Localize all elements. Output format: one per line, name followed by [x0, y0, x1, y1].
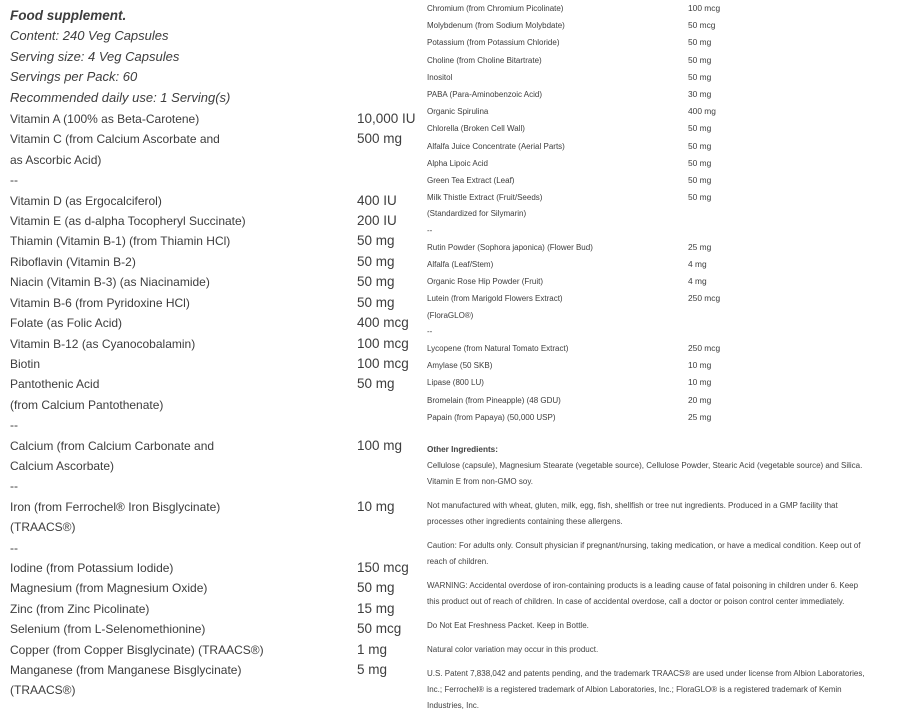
note-line: this product out of reach of children. In case of accidental overdose, call a doctor or poison control center immediately. — [427, 597, 845, 607]
ingredient-row — [427, 374, 900, 391]
separator-row — [427, 324, 900, 340]
ingredient-name — [427, 104, 688, 120]
ingredient-name — [427, 87, 688, 103]
ingredient-name-line: Lutein (from Marigold Flowers Extract) — [427, 294, 563, 304]
ingredient-name — [10, 293, 357, 313]
ingredient-name-line: Lycopene (from Natural Tomato Extract) — [427, 344, 569, 354]
separator-dashes — [10, 476, 357, 496]
ingredient-amount: 50 mg — [688, 71, 712, 82]
ingredient-amount: 50 mcg — [357, 621, 402, 637]
ingredient-name-line: -- — [427, 225, 433, 235]
ingredient-amount: 50 mg — [357, 376, 395, 392]
ingredient-name — [10, 211, 357, 231]
ingredient-name — [10, 354, 357, 374]
ingredient-amount: 50 mg — [357, 580, 395, 596]
separator-row — [10, 415, 428, 435]
ingredient-name — [10, 191, 357, 211]
ingredient-row — [10, 599, 428, 619]
ingredient-name-line: Bromelain (from Pineapple) (48 GDU) — [427, 395, 561, 405]
ingredient-row — [10, 619, 428, 639]
ingredient-name-line: Molybdenum (from Sodium Molybdate) — [427, 21, 565, 31]
ingredient-name-line: -- — [427, 326, 433, 336]
separator-row — [10, 476, 428, 496]
note-paragraph — [427, 458, 900, 490]
ingredient-amount: 50 mg — [688, 192, 712, 203]
note-line: processes other ingredients containing these allergens. — [427, 517, 623, 527]
ingredient-name-line: (from Calcium Pantothenate) — [10, 397, 164, 412]
ingredient-row — [427, 273, 900, 290]
ingredient-name-line: Vitamin B-12 (as Cyanocobalamin) — [10, 336, 196, 351]
ingredient-name — [10, 619, 357, 639]
separator-row — [10, 538, 428, 558]
ingredient-name-line: Iodine (from Potassium Iodide) — [10, 560, 174, 575]
ingredient-amount: 50 mg — [688, 175, 712, 186]
note-line: Inc.; Ferrochel® is a registered trademark of Albion Laboratories, Inc.; FloraGLO® is a registered trademark of Kemin — [427, 685, 842, 695]
ingredient-amount: 100 mg — [357, 437, 403, 453]
separator-row — [10, 170, 428, 190]
ingredient-amount: 4 mg — [688, 259, 707, 270]
ingredient-row — [427, 34, 900, 51]
ingredient-row — [10, 497, 428, 538]
ingredient-name-line: -- — [10, 540, 18, 555]
ingredient-row — [10, 640, 428, 660]
note-paragraph — [427, 538, 900, 570]
ingredient-row — [10, 272, 428, 292]
note-paragraph — [427, 498, 900, 530]
ingredient-name-line: (FloraGLO®) — [427, 310, 474, 320]
note-paragraph — [427, 578, 900, 610]
ingredient-name — [427, 341, 688, 357]
note-line: Vitamin E from non-GMO soy. — [427, 477, 533, 487]
ingredient-name-line: Copper (from Copper Bisglycinate) (TRAACS®) — [10, 642, 264, 657]
ingredient-name — [10, 599, 357, 619]
ingredient-name-line: Vitamin C (from Calcium Ascorbate and — [10, 132, 220, 147]
separator-dashes — [10, 538, 357, 558]
ingredient-amount: 4 mg — [688, 276, 707, 287]
ingredient-amount: 50 mg — [688, 140, 712, 151]
ingredient-amount: 50 mg — [688, 157, 712, 168]
ingredient-name-line: Vitamin D (as Ergocalciferol) — [10, 193, 162, 208]
left-column — [10, 6, 428, 701]
ingredient-name-line: Magnesium (from Magnesium Oxide) — [10, 581, 208, 596]
ingredient-name — [427, 358, 688, 374]
ingredient-name-line: Green Tea Extract (Leaf) — [427, 176, 515, 186]
ingredient-name-line: (TRAACS®) — [10, 683, 76, 698]
ingredient-row — [427, 103, 900, 120]
ingredient-name — [427, 1, 688, 17]
ingredient-amount: 20 mg — [688, 394, 712, 405]
ingredient-row — [427, 138, 900, 155]
separator-dashes — [10, 415, 357, 435]
ingredient-name — [427, 18, 688, 34]
ingredient-row — [10, 660, 428, 701]
ingredient-name-line: (TRAACS®) — [10, 520, 76, 535]
note-paragraph — [427, 666, 900, 714]
ingredient-row — [427, 120, 900, 137]
ingredient-name-line: Rutin Powder (Sophora japonica) (Flower Bud) — [427, 242, 593, 252]
note-paragraph — [427, 642, 900, 658]
ingredient-amount: 25 mg — [688, 241, 712, 252]
ingredient-name-line: Pantothenic Acid — [10, 377, 100, 392]
ingredient-name-line: Biotin — [10, 356, 41, 371]
note-line: Cellulose (capsule), Magnesium Stearate (vegetable source), Cellulose Powder, Stearic Acid (vegetable source) and Silica. — [427, 461, 863, 471]
ingredient-name-line: -- — [10, 418, 18, 433]
ingredient-name-line: -- — [10, 479, 18, 494]
ingredient-name — [427, 70, 688, 86]
ingredient-amount: 50 mg — [688, 123, 712, 134]
ingredient-name-line: Folate (as Folic Acid) — [10, 316, 123, 331]
ingredient-amount: 100 mcg — [688, 3, 721, 13]
other-ingredients-heading: Other Ingredients: — [427, 445, 498, 455]
ingredient-name-line: Selenium (from L-Selenomethionine) — [10, 622, 206, 637]
ingredient-name-line: Alfalfa Juice Concentrate (Aerial Parts) — [427, 141, 565, 151]
ingredient-amount: 400 mcg — [357, 315, 409, 331]
ingredient-name-line: Amylase (50 SKB) — [427, 361, 493, 371]
ingredient-amount: 250 mcg — [688, 343, 721, 354]
ingredient-name-line: Organic Rose Hip Powder (Fruit) — [427, 277, 544, 287]
ingredient-name — [427, 35, 688, 51]
ingredient-row — [427, 392, 900, 409]
ingredient-amount: 10,000 IU — [357, 111, 416, 127]
ingredient-row — [427, 52, 900, 69]
nutrient-list-right — [427, 0, 900, 426]
notes-section — [427, 442, 900, 714]
ingredient-name — [10, 129, 357, 170]
ingredient-name — [10, 252, 357, 272]
ingredient-row — [10, 231, 428, 251]
ingredient-name-line: Milk Thistle Extract (Fruit/Seeds) — [427, 193, 543, 203]
ingredient-name — [427, 53, 688, 69]
ingredient-amount: 25 mg — [688, 411, 712, 422]
ingredient-name-line: Vitamin B-6 (from Pyridoxine HCl) — [10, 295, 190, 310]
ingredient-row — [427, 0, 900, 17]
ingredient-row — [10, 313, 428, 333]
ingredient-row — [427, 69, 900, 86]
ingredient-row — [10, 191, 428, 211]
ingredient-name-line: Iron (from Ferrochel® Iron Bisglycinate) — [10, 499, 221, 514]
ingredient-amount: 50 mg — [688, 37, 712, 48]
ingredient-row — [427, 290, 900, 323]
ingredient-name — [427, 121, 688, 137]
ingredient-amount: 30 mg — [688, 89, 712, 100]
ingredient-name-line: Manganese (from Manganese Bisglycinate) — [10, 663, 242, 677]
ingredient-name-line: Chromium (from Chromium Picolinate) — [427, 4, 564, 13]
ingredient-name — [427, 190, 688, 222]
note-line: Industries, Inc. — [427, 701, 480, 711]
ingredient-name — [10, 660, 357, 701]
ingredient-amount: 10 mg — [688, 360, 712, 371]
ingredient-name-line: Calcium (from Calcium Carbonate and — [10, 438, 215, 453]
separator-dashes — [427, 223, 688, 239]
ingredient-row — [427, 409, 900, 426]
ingredient-amount: 10 mg — [357, 498, 395, 514]
ingredient-amount: 100 mcg — [357, 355, 409, 371]
ingredient-amount: 5 mg — [357, 662, 388, 677]
ingredient-name — [427, 240, 688, 256]
ingredient-name — [427, 375, 688, 391]
ingredient-name-line: Alpha Lipoic Acid — [427, 158, 488, 168]
ingredient-name — [10, 313, 357, 333]
ingredient-row — [10, 252, 428, 272]
ingredient-name-line: (Standardized for Silymarin) — [427, 209, 527, 219]
note-line: U.S. Patent 7,838,042 and patents pending, and the trademark TRAACS® are used under license from Albion Laboratories, — [427, 669, 865, 679]
ingredient-name-line: Papain (from Papaya) (50,000 USP) — [427, 412, 556, 422]
ingredient-name — [10, 109, 357, 129]
ingredient-name-line: Potassium (from Potassium Chloride) — [427, 38, 560, 48]
ingredient-name-line: as Ascorbic Acid) — [10, 152, 102, 167]
ingredient-name-line: Niacin (Vitamin B-3) (as Niacinamide) — [10, 275, 210, 290]
right-column — [427, 0, 900, 714]
ingredient-amount: 50 mg — [357, 294, 395, 310]
ingredient-name — [427, 173, 688, 189]
ingredient-row — [10, 293, 428, 313]
ingredient-name-line: Zinc (from Zinc Picolinate) — [10, 601, 150, 616]
ingredient-row — [427, 172, 900, 189]
ingredient-amount: 1 mg — [357, 641, 388, 657]
ingredient-name-line: Vitamin A (100% as Beta-Carotene) — [10, 112, 200, 127]
ingredient-name — [10, 231, 357, 251]
note-paragraphs — [427, 458, 900, 714]
ingredient-name — [10, 436, 357, 477]
ingredient-amount: 15 mg — [357, 600, 395, 616]
content-line: Content: 240 Veg Capsules — [10, 28, 169, 44]
ingredient-name-line: Organic Spirulina — [427, 107, 489, 117]
ingredient-row — [427, 256, 900, 273]
ingredient-row — [427, 86, 900, 103]
label-header — [10, 6, 428, 108]
ingredient-name-line: Vitamin E (as d-alpha Tocopheryl Succinate) — [10, 214, 246, 229]
separator-dashes — [427, 324, 688, 340]
ingredient-row — [10, 558, 428, 578]
ingredient-row — [10, 129, 428, 170]
separator-row — [427, 223, 900, 239]
ingredient-name-line: Lipase (800 LU) — [427, 378, 484, 388]
ingredient-name-line: Chlorella (Broken Cell Wall) — [427, 124, 525, 134]
ingredient-name — [427, 291, 688, 323]
ingredient-row — [10, 374, 428, 415]
ingredient-row — [427, 155, 900, 172]
note-line: Do Not Eat Freshness Packet. Keep in Bottle. — [427, 621, 589, 631]
note-line: reach of children. — [427, 557, 489, 567]
ingredient-name-line: Alfalfa (Leaf/Stem) — [427, 260, 494, 270]
ingredient-amount: 150 mcg — [357, 559, 409, 575]
ingredient-amount: 10 mg — [688, 377, 712, 388]
note-paragraph — [427, 618, 900, 634]
ingredient-name-line: -- — [10, 173, 18, 188]
ingredient-row — [10, 578, 428, 598]
ingredient-name — [10, 497, 357, 538]
ingredient-name-line: Riboflavin (Vitamin B-2) — [10, 254, 136, 269]
ingredient-name-line: PABA (Para-Aminobenzoic Acid) — [427, 90, 543, 100]
ingredient-row — [427, 340, 900, 357]
ingredient-row — [427, 17, 900, 34]
ingredient-name — [427, 156, 688, 172]
ingredient-amount: 50 mcg — [688, 20, 716, 31]
ingredient-name — [10, 374, 357, 415]
recommended-use-line: Recommended daily use: 1 Serving(s) — [10, 89, 231, 105]
note-line: Not manufactured with wheat, gluten, milk, egg, fish, shellfish or tree nut ingredients. Produced in a GMP facility that — [427, 501, 838, 511]
servings-per-pack-line: Servings per Pack: 60 — [10, 69, 138, 85]
ingredient-row — [10, 354, 428, 374]
ingredient-amount: 50 mg — [357, 233, 395, 249]
ingredient-amount: 250 mcg — [688, 293, 721, 304]
ingredient-row — [10, 436, 428, 477]
ingredient-name — [427, 393, 688, 409]
ingredient-name-line: Calcium Ascorbate) — [10, 458, 115, 473]
ingredient-amount: 50 mg — [688, 54, 712, 65]
ingredient-name-line: Thiamin (Vitamin B-1) (from Thiamin HCl) — [10, 234, 231, 249]
ingredient-name — [10, 334, 357, 354]
note-line: Caution: For adults only. Consult physician if pregnant/nursing, taking medication, or have a medical condition. Keep out of — [427, 541, 861, 551]
ingredient-row — [427, 239, 900, 256]
nutrient-list-left — [10, 109, 428, 701]
ingredient-amount: 400 mg — [688, 106, 716, 117]
serving-size-line: Serving size: 4 Veg Capsules — [10, 48, 180, 64]
ingredient-row — [427, 357, 900, 374]
ingredient-name — [10, 640, 357, 660]
note-line: WARNING: Accidental overdose of iron-containing products is a leading cause of fatal poisoning in children under 6. Keep — [427, 581, 859, 591]
ingredient-amount: 500 mg — [357, 131, 403, 147]
ingredient-name — [10, 272, 357, 292]
ingredient-amount: 400 IU — [357, 192, 397, 208]
ingredient-amount: 50 mg — [357, 274, 395, 290]
ingredient-name — [427, 257, 688, 273]
ingredient-name — [427, 274, 688, 290]
ingredient-name — [10, 558, 357, 578]
ingredient-amount: 100 mcg — [357, 335, 409, 351]
note-line: Natural color variation may occur in this product. — [427, 645, 599, 655]
page-title: Food supplement. — [10, 8, 127, 23]
ingredient-row — [10, 334, 428, 354]
ingredient-amount: 50 mg — [357, 253, 395, 269]
ingredient-name — [427, 139, 688, 155]
ingredient-row — [10, 109, 428, 129]
ingredient-name-line: Inositol — [427, 72, 453, 82]
ingredient-name — [427, 410, 688, 426]
ingredient-name-line: Choline (from Choline Bitartrate) — [427, 55, 542, 65]
ingredient-name — [10, 578, 357, 598]
ingredient-row — [10, 211, 428, 231]
separator-dashes — [10, 170, 357, 190]
ingredient-row — [427, 189, 900, 222]
ingredient-amount: 200 IU — [357, 213, 397, 229]
